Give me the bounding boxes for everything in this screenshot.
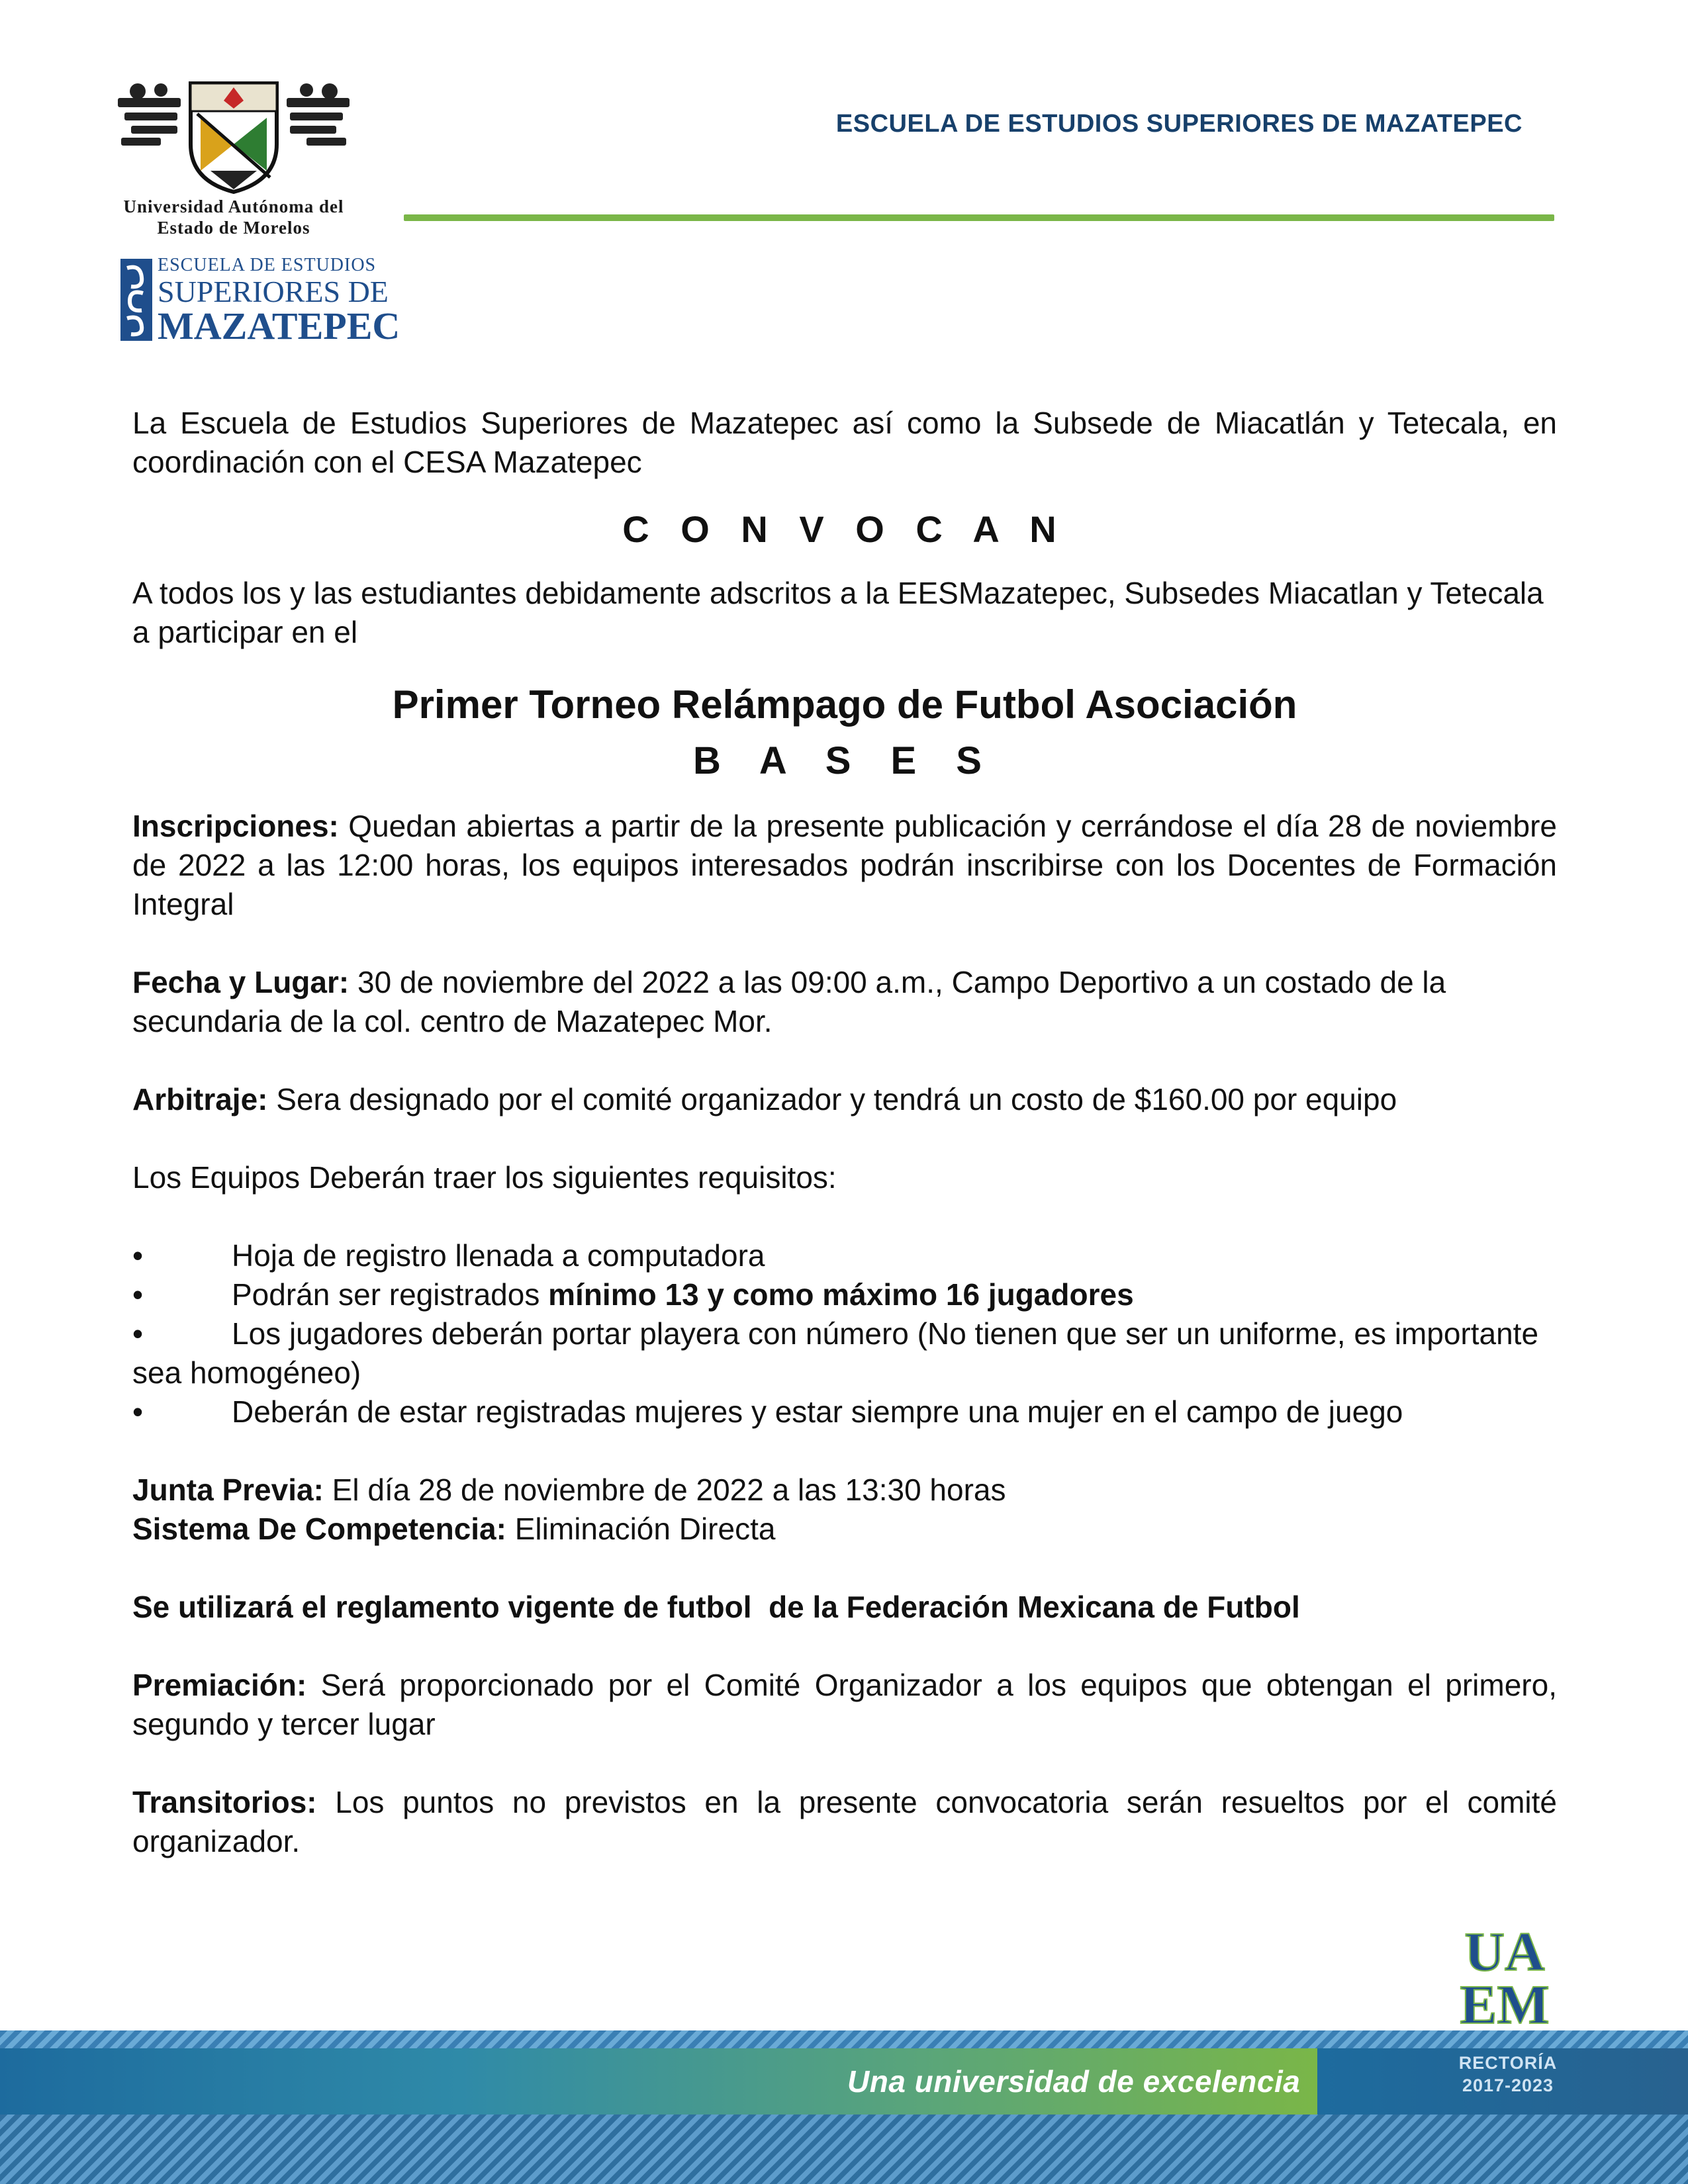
- arbitraje-label: Arbitraje:: [132, 1082, 268, 1116]
- convocan-heading: C O N V O C A N: [622, 508, 1067, 550]
- requirement-bold-text: mínimo 13 y como máximo 16 jugadores: [548, 1277, 1134, 1312]
- premiacion-text: Será proporcionado por el Comité Organizador a los equipos que obtengan el primero, segundo y tercer lugar: [132, 1668, 1557, 1741]
- eesm-logo-line2: SUPERIORES DE: [158, 275, 389, 308]
- sistema-paragraph: [132, 1510, 1557, 1549]
- page-header-title: ESCUELA DE ESTUDIOS SUPERIORES DE MAZATEPEC: [835, 110, 1523, 138]
- uaem-crest-icon: [111, 71, 356, 194]
- requirement-item: [132, 1392, 1557, 1432]
- arbitraje-text: Sera designado por el comité organizador y tendrá un costo de $160.00 por equipo: [267, 1082, 1397, 1116]
- university-name: [111, 196, 356, 238]
- requirement-text: Hoja de registro llenada a computadora: [232, 1238, 765, 1273]
- reglamento-paragraph: Se utilizará el reglamento vigente de futbol de la Federación Mexicana de Futbol: [132, 1590, 1300, 1624]
- university-name-line1: Universidad Autónoma del: [123, 197, 344, 216]
- bases-heading: B A S E S: [693, 739, 996, 782]
- sistema-label: Sistema De Competencia:: [132, 1512, 506, 1546]
- bullet-dot: •: [132, 1238, 144, 1273]
- transitorios-text: Los puntos no previstos en la presente convocatoria serán resueltos por el comité organizador.: [132, 1785, 1557, 1858]
- inscripciones-paragraph: [132, 807, 1557, 924]
- junta-paragraph: [132, 1471, 1557, 1510]
- footer-rectoria: [1448, 2052, 1568, 2097]
- uaem-logo-top: UA: [1464, 1923, 1545, 1983]
- junta-text: El día 28 de noviembre de 2022 a las 13:30 horas: [323, 1473, 1006, 1507]
- requirement-item: [132, 1275, 1557, 1314]
- uaem-logo-bottom: EM: [1460, 1974, 1550, 2028]
- footer-bottom-stripes: [0, 2115, 1688, 2184]
- uaem-logo: [1448, 1923, 1561, 2028]
- sistema-text: Eliminación Directa: [506, 1512, 776, 1546]
- tournament-title: Primer Torneo Relámpago de Futbol Asociación: [392, 682, 1297, 727]
- transitorios-label: Transitorios:: [132, 1785, 317, 1819]
- eesm-logo-text: [158, 255, 400, 347]
- header-divider: [404, 214, 1554, 221]
- arbitraje-paragraph: [132, 1080, 1557, 1119]
- bullet-dot: •: [132, 1394, 144, 1429]
- transitorios-paragraph: [132, 1783, 1557, 1861]
- inscripciones-text: Quedan abiertas a partir de la presente publicación y cerrándose el día 28 de noviembre de 2022 a las 12:00 horas, los equipos interesados podrán inscribirse con los Docentes de Formación Integral: [132, 809, 1557, 921]
- bullet-dot: •: [132, 1277, 144, 1312]
- eesm-logo: [120, 255, 400, 347]
- requirement-text: Deberán de estar registradas mujeres y estar siempre una mujer en el campo de juego: [232, 1394, 1403, 1429]
- requirement-text: Podrán ser registrados: [232, 1277, 549, 1312]
- document-body: [132, 404, 1557, 1861]
- inscripciones-label: Inscripciones:: [132, 809, 339, 843]
- requirement-text: Los jugadores deberán portar playera con número (No tienen que ser un uniforme, es importante sea homogéneo): [132, 1316, 1539, 1390]
- premiacion-label: Premiación:: [132, 1668, 307, 1702]
- requirement-item: [132, 1314, 1557, 1392]
- fecha-paragraph: [132, 963, 1557, 1041]
- eesm-logo-line1: ESCUELA DE ESTUDIOS: [158, 255, 377, 275]
- eesm-wave-icon: [120, 259, 152, 341]
- footer-slogan: Una universidad de excelencia: [847, 2064, 1301, 2099]
- junta-label: Junta Previa:: [132, 1473, 324, 1507]
- premiacion-paragraph: [132, 1666, 1557, 1744]
- intro-paragraph: La Escuela de Estudios Superiores de Mazatepec así como la Subsede de Miacatlán y Tetecala, en coordinación con el CESA Mazatepec: [132, 406, 1557, 479]
- university-name-line2: Estado de Morelos: [157, 218, 310, 238]
- bullet-dot: •: [132, 1316, 144, 1351]
- invite-paragraph: A todos los y las estudiantes debidamente adscritos a la EESMazatepec, Subsedes Miacatlan y Tetecala a participar en el: [132, 576, 1544, 649]
- requisitos-intro: Los Equipos Deberán traer los siguientes requisitos:: [132, 1160, 837, 1195]
- uaem-university-logo: [111, 71, 356, 237]
- requirement-item: [132, 1236, 1557, 1275]
- fecha-text: 30 de noviembre del 2022 a las 09:00 a.m., Campo Deportivo a un costado de la secundaria de la col. centro de Mazatepec Mor.: [132, 965, 1446, 1038]
- fecha-label: Fecha y Lugar:: [132, 965, 350, 999]
- rectoria-period: 2017-2023: [1462, 2075, 1554, 2095]
- rectoria-label: RECTORÍA: [1458, 2053, 1558, 2073]
- eesm-logo-line3: MAZATEPEC: [158, 304, 400, 347]
